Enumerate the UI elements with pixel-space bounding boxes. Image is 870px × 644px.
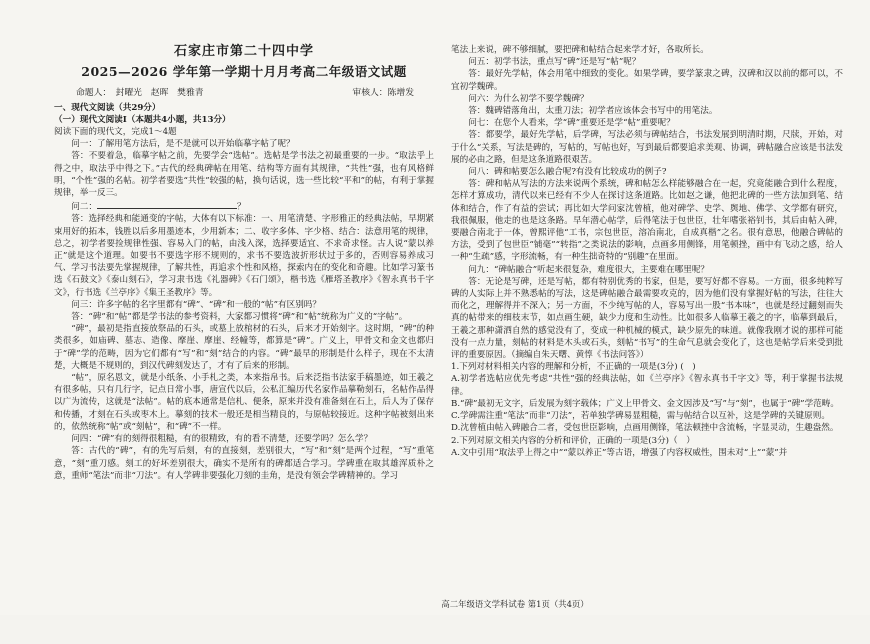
page-footer [0,598,870,610]
answer-3c: “帖”，原名恩文，就是小纸条、小手札之类，本来指帛书。后来泛指书法家手稿墨迹，如王羲之有很多帖，只有几行字，记点日常小事，唐宣代以后，公私汇编历代名家作品摹勒刻石，名帖作品得以广为流传，这就是“法帖”。帖的底本通常是信札、便条，原来并没有准备刻在石上，后人为了保存和传播，才刻在石头或枣木上。摹刻的技术一般还是相当精良的，与原帖较接近。这种字帖被刻出来的，依然统称“帖”或“刻帖”，和“碑”不一样。 [54,373,434,432]
mcq-1-option-d: D.沈曾植由帖入碑融合二者，受包世臣影响，点画用侧锋，笔法顿挫中含流畅，字显灵动，生趣盎然。 [451,423,839,434]
answer-9: 答：无论是写碑，还是写帖，都有特别优秀的书家，但是，要写好都不容易。一方面，很多纯粹写碑的人实际上并不熟悉帖的写法，这是碑帖融合最需要攻克的，因为他们没有掌握好帖的写法，往往大而化之，理解得并不深入；另一方面，不少纯写帖的人，容易写出一股“书本味”，也就是经过翻刻而失真的帖带来的细枝末节，如点画生硬，缺少力度和生动性。比如很多人临摹王羲之的字，临摹到最后，王羲之那种潇洒自然的感觉没有了，变成一种机械的模式，缺少原先的味道。就像我刚才说的那样可能没有一点力量，刻帖的材料是木头或石头，刻帖“书写”的生命气息就会变化了，这也是帖学后来受到批评的重要原因。（摘编自朱天曙、黄惇《书法问答》） [451,276,843,361]
answer-6: 答：魏碑错落角出，太重刀法；初学者应该体会书写中的用笔法。 [468,106,718,117]
mcq-1-option-b: B.“碑”最初无文字，后发展为刻字载体；广义上甲骨文、金文因涉及“写”与“刻”，也属于“碑”学范畴。 [451,398,839,409]
question-3: 问三：许多字帖的名字里都有“碑”、“碑”和一般的“帖”有区别吗？ [71,299,321,310]
authors-line [76,87,414,99]
subsection-heading: （一）现代文阅读Ⅰ（本题共4小题，共13分） [54,114,231,125]
question-5: 问五：初学书法，重点写“碑”还是写“帖”呢？ [468,57,641,68]
question-8: 问八：碑和帖要怎么融合呢?有没有比较成功的例子? [468,167,667,178]
answer-1: 答：不要着急，临摹字帖之前，先要学会“选帖”。选帖是学书法之初最重要的一步。“取法乎上得之中，取法乎中得之下。”古代的经典碑帖在用笔、结构等方面有其规律，“共性”强，也有风格鲜明，“个性”强的名帖。初学者要选“共性”较强的帖，换句话说，选一些比较“平和”的帖，有利于掌握规律，举一反三。 [54,151,434,199]
mcq-1-option-c: C.学碑需注重“笔法”而非“刀法”，若单独学碑易显粗糙，需与帖结合以互补，这是学碑的关键原则。 [451,411,830,422]
mcq-2-option-a: A.文中引用“取法乎上得之中”“蒙以养正”等古语，增强了内容权威性，围未对“上”“蒙”并 [451,447,788,458]
reviewer: 审核人：陈增发 [352,88,414,99]
answer-5: 答：最好先学帖，体会用笔中细致的变化。如果学碑，要学篆隶之碑，汉碑和汉以前的都可以，不宜初学魏碑。 [451,69,843,92]
question-1: 问一：了解用笔方法后，是不是就可以开始临摹字帖了呢？ [71,139,295,150]
question-4: 问四：“碑”有的刻得很粗糙，有的很精致，有的看不清楚，还要学吗？怎么学？ [71,434,373,445]
answer-2: 答：选择经典和能通变的字帖，大体有以下标准：一、用笔清楚、字形雅正的经典法帖，早期紧束用好的拓本，钱胜以后多用墨迹本，少用新本；二、收字多体、字少格、结合：法意用笔的规律，总之，初学者要捡规律性强、容易入门的帖，由浅入深，选择要适宜、不求奇求怪。古人说“蒙以养正”就是这个道理。如要书不要选字形不规则的，求书不要选波折形状过于多的，否则容易养成习气、学习书法要先掌握规律，了解共性，再追求个性和风格，探索内在的变化和奇趣。比如学习篆书选《石鼓文》《泰山刻石》，学习隶书选《礼器碑》《石门颂》，楷书选《雁塔圣教序》《智永真书千字文》，行书选《兰亭序》《集王圣教序》等。 [54,214,434,298]
right-column [451,44,843,644]
mcq-1-option-a: A.初学者选帖应优先考虑“共性”强的经典法帖，如《兰亭序》《智永真书千字文》等，利于掌握书法规律。 [451,374,843,397]
section-heading: 一、现代文阅读（共29分） [54,102,161,113]
answer-blank [97,199,237,209]
reading-intro: 阅读下面的现代文，完成1～4题 [54,127,177,138]
answer-4: 答：古代的“碑”，有的先写后刻，有的直接刻，差别很大，“写”和“刻”是两个过程，“写”重笔意，“刻”重刀感。刻工的好坏差别很大，确实不是所有的碑都适合学习。学碑重在取其雄浑质朴之意，重师“笔法”而非“刀法”。有人学碑非要强化刀刻的圭角，是没有领会学碑精神的。学习 [54,446,434,481]
exam-title: 2025—2026 学年第一学期十月月考高二年级语文试题 [81,64,407,80]
left-column [54,0,434,600]
page-number: 高二年级语文学科试卷 第1页（共4页） [441,599,589,609]
mcq-1: 1.下列对材料相关内容的理解和分析，不正确的一项是(3分) ( ) [451,362,696,373]
question-2: 问二： ？ [54,199,434,213]
setters: 命题人： 封曜光 赵晖 樊雅青 [76,88,204,99]
question-6: 问六：为什么初学不要学魏碑？ [468,93,589,104]
continued-text: 笔法上来说，碑不够细腻，要把碑和帖结合起来学才好，各取所长。 [451,45,709,55]
question-9: 问九：“碑帖融合”听起来很复杂，难度很大，主要难在哪里呢？ [468,264,710,275]
answer-7: 答：都要学，最好先学帖，后学碑，写法必须与碑帖结合，书法发展到明清时期，尺牍，开始，对于什么“关系，写法是碑的，写帖的，写帖也好，写到最后都要追求美观、协调，碑帖融合应该是书法发展的必由之路，但是这条道路很艰苦。 [451,130,843,165]
answer-3b: “碑”，最初是指直接放祭品的石头，或墓上放棺材的石头，后来才开始刻字。这时期，“碑”的种类很多，如庙碑、墓志、造像、摩崖、摩崖、经幢等，都算是“碑”。广义上，甲骨文和金文也都归于“碑”学的范畴，因为它们都有“写”和“刻”结合的内容。“碑”最早的形制是什么样子，现在不太清楚，大概是不规则的，到汉代碑刻发达了，才有了后来的形制。 [54,324,434,371]
school-title: 石家庄市第二十四中学 [173,44,314,59]
answer-8: 答：碑和帖从写法的方法来说两个系统，碑和帖怎么样能够融合在一起，究竟能融合到什么程度，怎样才算成功，清代以来已经有不少人在探讨这条道路。比如赵之谦，他把北碑的一些方法加到笔、结体和结合，作了有益的尝试；再比如大学问家沈曾植，他对碑学、史学、舆地、佛学、文学都有研究，我很佩服，他走的也是这条路。早年潜心帖学，后得笔法于包世臣，壮年嗜张裕钊书，其后由帖入碑，要融合南北于一体，曾熙评他“工书，宗包世臣，溶冶南北，自成真楷”之名。很有意思，他融合碑帖的方法，受到了包世臣“铺毫”“转指”之类说法的影响，点画多用侧锋，用笔顿挫，画中有飞动之感，给人一种“生疏”感，字形流畅，有一种生拙奇特的“别趣”在里面。 [451,179,843,263]
mcq-2: 2.下列对原文相关内容的分析和评价，正确的一项是(3分)（ ） [451,435,695,446]
question-7: 问七：在您个人看来，学“碑”重要还是学“帖”重要呢？ [468,118,675,129]
answer-3a: 答：“碑”和“帖”都是学书法的参考资料，大家都习惯将“碑”和“帖”统称为广义的“字帖”。 [71,312,408,323]
